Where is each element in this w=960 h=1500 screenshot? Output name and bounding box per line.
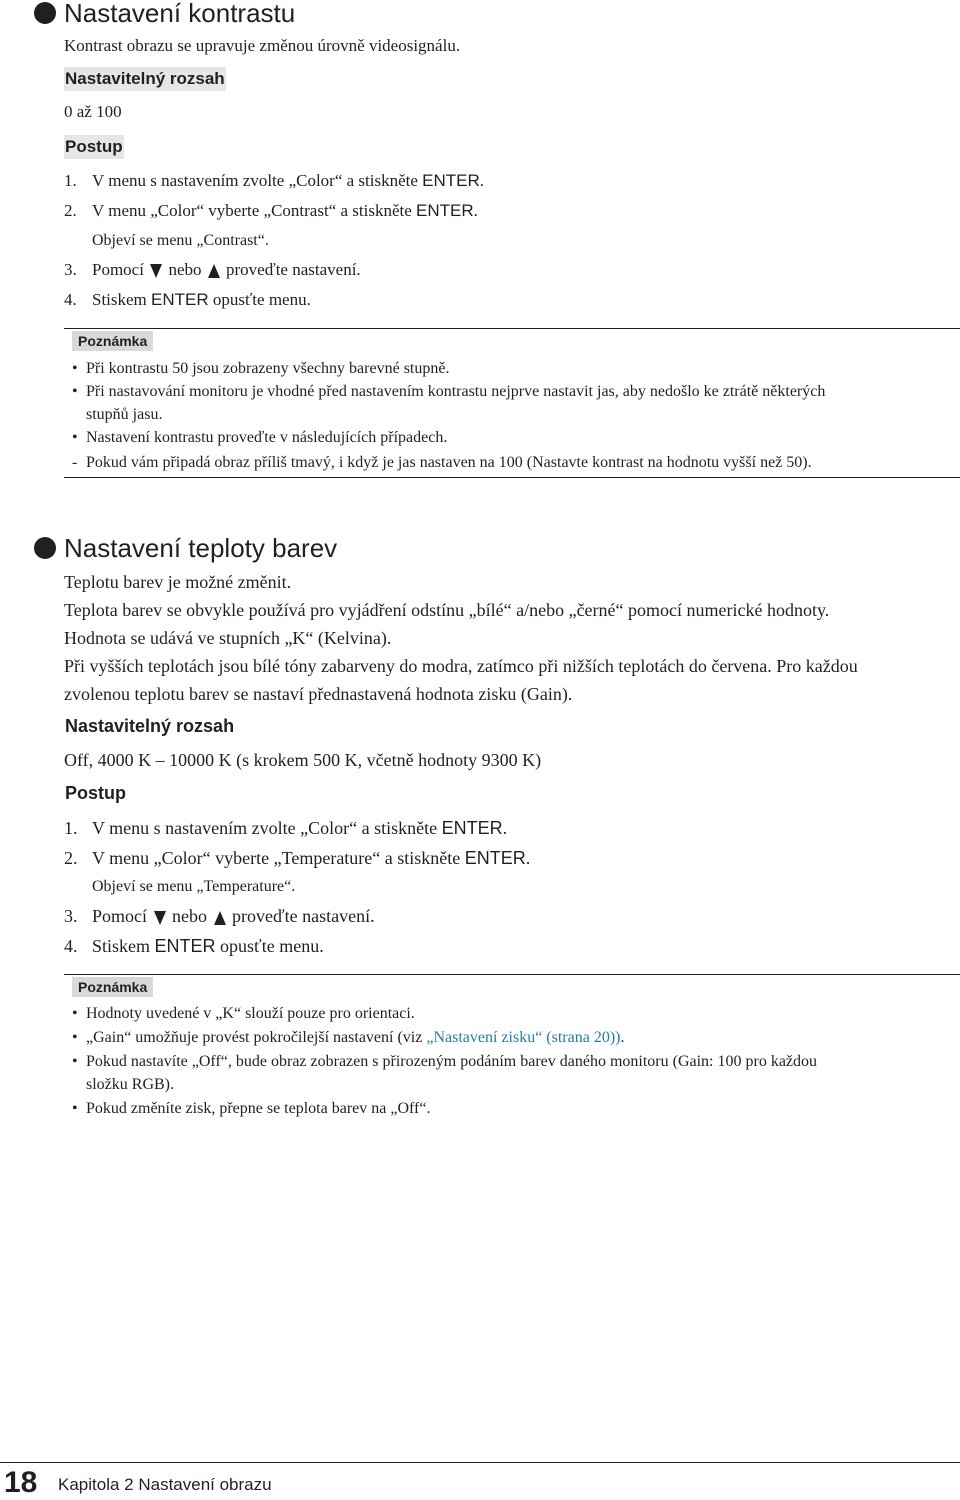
range-heading: Nastavitelný rozsah [64, 67, 226, 91]
section-title-contrast: Nastavení kontrastu [64, 0, 296, 28]
range-heading: Nastavitelný rozsah [65, 716, 235, 736]
enter-key-label: ENTER [422, 171, 480, 190]
enter-key-label: ENTER [154, 936, 216, 956]
step-text: Stiskem ENTER opusťte menu. [92, 290, 311, 309]
note-top-rule [64, 328, 960, 329]
note-text-cont: stupňů jasu. [86, 406, 163, 423]
step-number: 2. [64, 201, 77, 220]
step-text: V menu s nastavením zvolte „Color“ a stiskněte ENTER. [92, 818, 508, 838]
paragraph: Teplota barev se obvykle používá pro vyjádření odstínu „bílé“ a/nebo „černé“ pomocí numerické hodnoty. [64, 600, 830, 620]
note-text: Pokud změníte zisk, přepne se teplota barev na „Off“. [86, 1100, 431, 1117]
note-bullet: • [72, 1100, 78, 1117]
paragraph: Teplotu barev je možné změnit. [64, 572, 292, 592]
step-number: 2. [64, 848, 78, 868]
note-text-cont: složku RGB). [86, 1076, 174, 1093]
note-text: Pokud nastavíte „Off“, bude obraz zobrazen s přirozeným podáním barev daného monitoru (Gain: 100 pro každou [86, 1053, 818, 1070]
intro-text: Kontrast obrazu se upravuje změnou úrovně videosignálu. [64, 36, 461, 55]
step-number: 4. [64, 936, 78, 956]
step-text: V menu „Color“ vyberte „Contrast“ a stiskněte ENTER. [92, 201, 478, 220]
paragraph: zvolenou teplotu barev se nastaví přednastavená hodnota zisku (Gain). [64, 684, 573, 704]
step-text: Stiskem ENTER opusťte menu. [92, 936, 324, 956]
up-arrow-icon [214, 911, 226, 925]
note-bullet: • [72, 360, 78, 377]
range-value: Off, 4000 K – 10000 K (s krokem 500 K, včetně hodnoty 9300 K) [64, 750, 542, 770]
down-arrow-icon [154, 911, 166, 925]
procedure-heading: Postup [64, 135, 124, 159]
step-text: V menu s nastavením zvolte „Color“ a stiskněte ENTER. [92, 171, 485, 190]
cross-reference-link[interactable]: „Nastavení zisku“ (strana 20)) [426, 1029, 621, 1046]
step-subtext: Objeví se menu „Contrast“. [92, 232, 269, 249]
note-text: Hodnoty uvedené v „K“ slouží pouze pro orientaci. [86, 1005, 415, 1022]
paragraph: Hodnota se udává ve stupních „K“ (Kelvina). [64, 628, 392, 648]
note-text: Při kontrastu 50 jsou zobrazeny všechny barevné stupně. [86, 360, 450, 377]
step-number: 3. [64, 260, 77, 279]
page-number: 18 [4, 1466, 38, 1499]
footer-rule [0, 1462, 960, 1463]
note-label: Poznámka [72, 331, 153, 351]
note-bullet: • [72, 1005, 78, 1022]
note-bullet: • [72, 1053, 78, 1070]
note-bottom-rule [64, 477, 960, 478]
step-number: 4. [64, 290, 77, 309]
procedure-heading: Postup [65, 783, 126, 803]
step-subtext: Objeví se menu „Temperature“. [92, 878, 296, 895]
step-text: Pomocí nebo proveďte nastavení. [92, 906, 375, 926]
section-bullet-icon [34, 537, 56, 559]
note-bullet: • [72, 1029, 78, 1046]
down-arrow-icon [150, 264, 162, 278]
section-title-temperature: Nastavení teploty barev [64, 533, 338, 563]
chapter-title: Kapitola 2 Nastavení obrazu [58, 1475, 272, 1494]
enter-key-label: ENTER [464, 848, 526, 868]
note-label: Poznámka [72, 977, 153, 997]
step-number: 3. [64, 906, 78, 926]
enter-key-label: ENTER [441, 818, 503, 838]
note-text: Nastavení kontrastu proveďte v následujících případech. [86, 429, 448, 446]
note-bullet: • [72, 383, 78, 400]
step-text: V menu „Color“ vyberte „Temperature“ a stiskněte ENTER. [92, 848, 531, 868]
paragraph: Při vyšších teplotách jsou bílé tóny zabarveny do modra, zatímco při nižších teplotách do červena. Pro každou [64, 656, 858, 676]
note-text: Pokud vám připadá obraz příliš tmavý, i když je jas nastaven na 100 (Nastavte kontrast na hodnotu vyšší než 50). [86, 454, 812, 471]
enter-key-label: ENTER [416, 201, 474, 220]
step-number: 1. [64, 171, 77, 190]
note-top-rule [64, 974, 960, 975]
note-text: Při nastavování monitoru je vhodné před nastavením kontrastu nejprve nastavit jas, aby nedošlo ke ztrátě některých [86, 383, 826, 400]
section-bullet-icon [34, 2, 56, 24]
step-text: Pomocí nebo proveďte nastavení. [92, 260, 361, 279]
note-text: „Gain“ umožňuje provést pokročilejší nastavení (viz „Nastavení zisku“ (strana 20)). [86, 1029, 625, 1046]
note-bullet: • [72, 429, 78, 446]
enter-key-label: ENTER [151, 290, 209, 309]
note-dash: - [72, 454, 78, 471]
up-arrow-icon [208, 264, 220, 278]
step-number: 1. [64, 818, 78, 838]
range-value: 0 až 100 [64, 102, 122, 121]
